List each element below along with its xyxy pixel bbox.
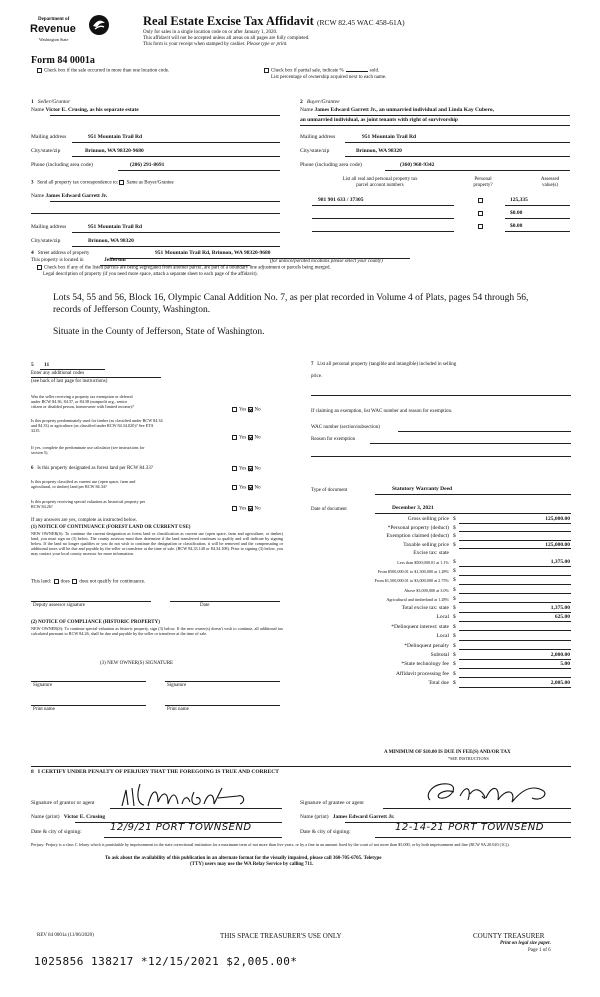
segregation-label: Check box if any of the listed parcels are being segregated from another parcel, are part of a boundary line adjustment or parcels being merged. (44, 265, 331, 271)
notice1-body: NEW OWNER(S): To continue the current designation as forest land or classification as current use (open space, farm and agriculture, or timber) land, you must sign on (3) below. The county assessor must then determine if the land transferred continues to qualify and will indicate by signing below. If the land no longer qualifies or you do not wish to continue the designation or classification, it will be removed and the compensating or additional taxes will be due and payable by the seller or transferor at the time of sale. (RCW 84.33.140 or 84.34.108). Prior to signing (3) below, you may contact your local county assessor for more information. (31, 531, 283, 556)
no-checkbox-checked[interactable] (248, 506, 253, 511)
tax-tier-value[interactable]: 1,375.00 (550, 559, 570, 565)
notice2-title: (2) NOTICE OF COMPLIANCE (HISTORIC PROPERTY) (31, 620, 160, 625)
dollar-sign: $ (453, 595, 456, 602)
tax-total-label: Local (436, 633, 449, 640)
dollar-sign: $ (453, 661, 456, 668)
street-row (31, 250, 89, 257)
predominate-note (31, 445, 145, 455)
tax-row-label: Taxable selling price (403, 541, 449, 548)
q-current-use-answer[interactable] (232, 485, 261, 492)
does-label: does (60, 579, 70, 585)
section3-label: Send all property tax correspondence to: (37, 180, 119, 186)
rev-number: REV 84 0001a (11/06/2020) (37, 933, 94, 938)
form-number: Form 84 0001a (31, 55, 95, 66)
yes-checkbox[interactable] (232, 407, 237, 412)
legal-paper-note: Print on legal size paper. (500, 941, 551, 946)
dollar-sign: $ (453, 633, 456, 640)
tax-row-value[interactable]: 125,000.00 (545, 541, 570, 548)
instruction-line-3b: Please type or print. (246, 42, 288, 47)
q-exemption-c: citizen or disabled person, homeowner with limited income)? (31, 404, 134, 409)
buyer-heading-text: Buyer/Grantee (306, 99, 340, 105)
q-exemption-answer[interactable] (232, 407, 261, 414)
section7-label: List all personal property (tangible and intangible) included in selling (317, 362, 457, 367)
instruction-line-1: Only for sales in a single location code on or after January 1, 2020. (143, 30, 278, 35)
same-as-buyer-label: Same as Buyer/Grantee (126, 180, 174, 186)
seller-city[interactable]: Brinnon, WA 98320-9680 (85, 148, 144, 154)
buyer-name-1[interactable]: James Edward Garrett Jr., an unmarried individual and Linda Kay Cubero, (314, 107, 494, 113)
same-as-buyer-checkbox[interactable] (119, 180, 124, 185)
does-not-checkbox[interactable] (72, 579, 77, 584)
parcel-number[interactable]: 981 901 633 / 37305 (318, 197, 364, 203)
tax-total-label: Total due (428, 680, 449, 687)
seller-phone-label: Phone (including area code) (31, 162, 93, 168)
cashier-stamp: 1025856 138217 *12/15/2021 $2,005.00* (34, 955, 298, 968)
accessibility-note-2: (TTY) users may use the WA Relay Service by calling 711. (190, 862, 314, 867)
street-label: Street address of property (37, 251, 90, 256)
tax-total-label: *State technology fee (401, 661, 449, 668)
grantor-signature-icon (118, 778, 258, 810)
located-county[interactable]: Jefferson (104, 257, 126, 263)
dollar-sign: $ (453, 642, 456, 649)
logo-dept: Department of (38, 17, 70, 22)
section4-num: 4 (31, 250, 34, 256)
q-exemption-b: under RCW 84.36, 84.37, or 84.38 (nonprofit org., senior (31, 399, 128, 404)
dollar-sign: $ (453, 670, 456, 677)
seller-phone[interactable]: (206) 291-8691 (130, 162, 165, 168)
no-label: No (254, 466, 261, 472)
tax-row-label: Exemption claimed (deduct) (386, 533, 449, 540)
county-treasurer: COUNTY TREASURER (473, 932, 545, 940)
notice1-title: (1) NOTICE OF CONTINUANCE (FOREST LAND OR CURRENT USE) (31, 525, 191, 530)
buyer-mail-label: Mailing address (300, 134, 336, 140)
certify-row (31, 769, 279, 776)
q-timber-a: Is this property predominately used for timber (as classified under RCW 84.34 (31, 418, 163, 423)
buyer-phone-label: Phone (including area code) (300, 162, 362, 168)
personal-property-checkbox[interactable] (478, 224, 483, 229)
legal-desc-1: Lots 54, 55 and 56, Block 16, Olympic Canal Addition No. 7, as per plat recorded in Volume 4 of Plats, pages 54 through 56, (53, 293, 529, 303)
tax-row-label: Gross selling price (407, 516, 449, 522)
owner-print-name-label: Print name (33, 707, 55, 712)
segregation-check[interactable] (37, 265, 331, 272)
tax-total-value[interactable]: 2,000.00 (550, 652, 570, 658)
situate-line: Situate in the County of Jefferson, State of Washington. (53, 327, 265, 337)
dollar-sign: $ (453, 524, 456, 531)
no-label: No (254, 485, 261, 491)
dollar-sign: $ (453, 533, 456, 540)
seller-num: 1 (31, 99, 34, 105)
see-back-label: (see back of last page for instructions) (31, 379, 108, 384)
no-checkbox-checked[interactable] (248, 407, 253, 412)
seller-city-label: City/state/zip (31, 148, 61, 154)
q-historic-b: RCW 84.26? (31, 504, 53, 509)
no-checkbox-checked[interactable] (248, 435, 253, 440)
yes-label: Yes (239, 466, 247, 472)
parcel-col-2 (468, 177, 498, 189)
parcel-col-2a: Personal (474, 177, 492, 182)
located-note: (for unincorporated locations please select your county) (270, 259, 383, 264)
tax-row-value[interactable]: 125,000.00 (545, 516, 570, 522)
section3-mail-label: Mailing address (31, 224, 67, 230)
tax-tier-label: Less than $500,000.01 at 1.1% (397, 560, 449, 565)
treasurer-use-only: THIS SPACE TREASURER'S USE ONLY (220, 932, 342, 940)
parcel-col-3b: value(s) (541, 183, 559, 188)
predominate-note-a: If yes, complete the predominate use calculator (see instructions for (31, 445, 145, 450)
tax-total-value[interactable]: 5.00 (560, 661, 570, 668)
yes-checkbox[interactable] (232, 435, 237, 440)
buyer-heading (300, 99, 340, 106)
dollar-sign: $ (453, 623, 456, 630)
personal-property-label-2: price. (311, 374, 323, 379)
q-forest-text: Is this property designated as forest land per RCW 84.33? (37, 466, 153, 471)
yes-checkbox[interactable] (232, 466, 237, 471)
page-number: Page 1 of 6 (528, 948, 551, 953)
personal-property-checkbox[interactable] (478, 211, 483, 216)
no-label: No (254, 506, 261, 512)
section7-num: 7 (311, 362, 314, 367)
dollar-sign: $ (453, 577, 456, 584)
instruction-line-3 (143, 42, 287, 48)
multi-location-label: Check box if the sale occurred in more than one location code. (44, 68, 170, 74)
q-timber-answer[interactable] (232, 435, 261, 442)
certify-text: I CERTIFY UNDER PENALTY OF PERJURY THAT THE FOREGOING IS TRUE AND CORRECT (37, 769, 279, 775)
parcel-col-2b: property? (473, 183, 493, 188)
buyer-city[interactable]: Brinnon, WA 98320 (356, 148, 402, 154)
section5-num: 5 (31, 362, 34, 368)
minimum-note: A MINIMUM OF $10.00 IS DUE IN FEE(S) AND/OR TAX (384, 750, 511, 755)
new-owner-sig-heading: (3) NEW OWNER(S) SIGNATURE (100, 661, 174, 666)
tax-row-label: *Personal property (deduct) (387, 524, 449, 531)
section3-city-label: City/state/zip (31, 238, 61, 244)
additional-codes-label: Enter any additional codes (31, 371, 85, 376)
assessed-value[interactable]: $0.00 (510, 223, 523, 229)
assessed-value[interactable]: $0.00 (510, 210, 523, 216)
logo-revenue: Revenue (30, 23, 76, 35)
seller-name[interactable]: Victor E. Crusing, as his separate estate (45, 107, 139, 113)
q-exemption (31, 394, 134, 409)
partial-sale-check[interactable] (264, 68, 379, 75)
seller-name-label: Name (31, 107, 45, 113)
owner-signature-label: Signature (33, 683, 53, 688)
grantee-name-label: Name (print) (300, 814, 329, 820)
grantee-signature-icon (420, 776, 560, 810)
tax-total-label: Affidavit processing fee (395, 670, 449, 677)
q-historic-answer[interactable] (232, 506, 261, 513)
section3-label-row (31, 180, 174, 187)
dor-seal-icon (88, 14, 110, 36)
grantor-name-row (31, 814, 105, 821)
grantor-date-label: Date & city of signing: (31, 829, 82, 835)
dollar-sign: $ (453, 568, 456, 575)
buyer-phone[interactable]: (360) 968-9342 (400, 162, 435, 168)
q-timber (31, 418, 163, 433)
personal-property-label (311, 362, 456, 368)
deputy-sig-label: Deputy assessor signature (33, 603, 85, 608)
parcel-col-1 (315, 177, 445, 189)
q-timber-b: and 84.33) or agriculture (as classified under RCW 84.34.020)? See ETA (31, 423, 154, 428)
instruction-line-2: This affidavit will not be accepted unless all areas on all pages are fully completed. (143, 36, 310, 41)
q-historic-a: Is this property receiving special valuation as historical property per (31, 499, 146, 504)
segregation-checkbox[interactable] (37, 265, 42, 270)
does-checkbox[interactable] (54, 579, 59, 584)
grantee-name-row (300, 814, 394, 821)
parcel-col-3 (530, 177, 570, 189)
section8-num: 8 (31, 769, 34, 775)
dollar-sign: $ (453, 559, 456, 565)
dollar-sign: $ (453, 614, 456, 621)
grantee-name[interactable]: James Edward Garrett Jr. (332, 814, 395, 820)
located-label: This property is located in (31, 258, 84, 263)
section3-mail[interactable]: 951 Mountain Trail Rd (88, 224, 143, 230)
tax-total-value[interactable]: 2,005.00 (550, 680, 570, 687)
seller-name-row (31, 107, 139, 114)
yes-label: Yes (239, 435, 247, 441)
buyer-name-label: Name (300, 107, 314, 113)
seller-heading-text: Seller/Grantor (37, 99, 71, 105)
q-forest-answer[interactable] (232, 466, 261, 473)
tax-total-label: Total excise tax: state (401, 605, 449, 611)
perjury-note: Perjury: Perjury is a class C felony which is punishable by imprisonment in the state correctional institution for a maximum term of not more than five years, or by a fine in an amount fixed by the court of not more than $5,000, or by both imprisonment and fine (RCW 9A.20.020 (1C)). (31, 842, 510, 847)
buyer-mail[interactable]: 951 Mountain Trail Rd (362, 134, 417, 140)
dollar-sign: $ (453, 541, 456, 548)
tax-tier-label: From $500,000.01 to $1,500,000 at 1.28% (377, 569, 449, 575)
this-land-row (31, 579, 145, 586)
no-label: No (254, 435, 261, 441)
form-title (143, 14, 405, 30)
grantee-date-label: Date & city of signing: (300, 829, 351, 835)
form-rcw: (RCW 82.45 WAC 458-61A) (316, 18, 405, 27)
no-label: No (254, 407, 261, 413)
tax-total-label: *Delinquent penalty (404, 642, 449, 649)
no-checkbox-checked[interactable] (248, 485, 253, 490)
buyer-name-2[interactable]: an unmarried individual, as joint tenants with right of survivorship (300, 117, 458, 123)
if-yes-note: If any answers are yes, complete as instructed below. (31, 518, 138, 523)
q-forest (31, 466, 153, 472)
partial-sold-label: sold. (369, 68, 380, 74)
predominate-note-b: section 5). (31, 450, 49, 455)
buyer-city-label: City/state/zip (300, 148, 330, 154)
q-timber-c: 3215. (31, 428, 41, 433)
grantor-sig-label: Signature of grantor or agent (31, 800, 95, 806)
yes-checkbox[interactable] (232, 506, 237, 511)
exemption-label: If claiming an exemption, list WAC number and reason for exemption. (311, 409, 453, 414)
reason-label: Reason for exemption (311, 437, 356, 442)
yes-label: Yes (239, 407, 247, 413)
dollar-sign: $ (453, 605, 456, 611)
doc-type[interactable]: Statutory Warranty Deed (392, 486, 453, 492)
section3-city[interactable]: Brinnon, WA 98320 (88, 238, 134, 244)
yes-checkbox[interactable] (232, 485, 237, 490)
tax-tier-label: Agricultural and timberland at 1.28% (386, 596, 449, 602)
grantee-date-city[interactable]: 12-14-21 PORT TOWNSEND (395, 822, 544, 833)
yes-label: Yes (239, 506, 247, 512)
seller-mail-label: Mailing address (31, 134, 67, 140)
personal-property-checkbox[interactable] (478, 198, 483, 203)
logo-state: Washington State (39, 37, 69, 42)
partial-sale-label: Check box if partial sale, indicate % (271, 68, 344, 74)
parcel-col-1b: parcel account numbers (356, 183, 404, 188)
this-land-label: This land: (31, 579, 52, 585)
yes-label: Yes (239, 485, 247, 491)
multi-location-check[interactable] (37, 68, 169, 75)
q-exemption-a: Was the seller receiving a property tax exemption or deferral (31, 394, 133, 399)
grantee-sig-label: Signature of grantee or agent (300, 800, 364, 806)
section5-code[interactable]: 11 (44, 362, 50, 368)
multi-location-checkbox[interactable] (37, 68, 42, 73)
q-current-use (31, 479, 135, 489)
see-instructions: *SEE INSTRUCTIONS (448, 756, 489, 761)
wac-label: WAC number (section/subsection) (311, 425, 380, 430)
legal-desc-2: records of Jefferson County, Washington. (53, 305, 211, 315)
buyer-name-row (300, 107, 494, 114)
form-title-text: Real Estate Excise Tax Affidavit (143, 14, 314, 28)
parcel-col-1a: List all real and personal property tax (342, 177, 418, 182)
tax-total-label: *Delinquent interest: state (391, 623, 449, 630)
excise-state-label: Excise tax: state (413, 550, 449, 557)
buyer-num: 2 (300, 99, 303, 105)
doc-type-label: Type of document (311, 488, 348, 493)
tax-tier-label: Above $3,000,000 at 3.0% (404, 587, 449, 593)
assessed-value[interactable]: 125,335 (510, 197, 528, 203)
section6-num: 6 (31, 466, 34, 471)
notice2-body: NEW OWNER(S): To continue special valuation as historic property, sign (3) below. If the new owner(s) doesn't wish to continue, all additional tax calculated pursuant to RCW 84.26, shall be due and payable by the seller or transferor at the time of sale. (31, 626, 283, 636)
section3-num: 3 (31, 180, 34, 186)
parcel-col-3a: Assessed (540, 177, 560, 182)
legal-desc-label: Legal description of property (if you need more space, attach a separate sheet to each page of the affidavit). (43, 272, 258, 277)
tax-total-value[interactable]: 1,375.00 (550, 605, 570, 611)
accessibility-note-1: To ask about the availability of this publication in an alternate format for the visually impaired, please call 360-705-6705. Teletype (105, 856, 382, 861)
partial-sale-checkbox[interactable] (264, 68, 269, 73)
grantor-name-label: Name (print) (31, 814, 60, 820)
section3-name-row (31, 193, 107, 200)
q-current-use-b: agricultural, or timber) land per RCW 84.34? (31, 484, 107, 489)
grantor-date-city[interactable]: 12/9/21 PORT TOWNSEND (110, 822, 252, 833)
tax-tier-label: From $1,500,000.01 to $3,000,000 at 2.75% (374, 578, 449, 584)
dollar-sign: $ (453, 680, 456, 687)
deputy-date-label: Date (200, 603, 210, 608)
owner-print-name-label-2: Print name (167, 707, 189, 712)
tax-total-label: Subtotal (430, 652, 449, 658)
grantor-name[interactable]: Victor E. Crusing (63, 814, 106, 820)
dollar-sign: $ (453, 516, 456, 522)
doc-date[interactable]: December 3, 2021 (392, 505, 434, 511)
dollar-sign: $ (453, 586, 456, 593)
street-address[interactable]: 951 Mountain Trail Rd, Brinnon, WA 98320-9680 (155, 250, 271, 256)
dollar-sign: $ (453, 652, 456, 658)
q-historic (31, 499, 145, 509)
seller-mail[interactable]: 951 Mountain Trail Rd (88, 134, 143, 140)
section3-name-label: Name (31, 193, 45, 199)
tax-total-label: Local (436, 614, 449, 621)
seller-heading (31, 99, 70, 106)
ownership-note: List percentage of ownership acquired next to each name. (271, 75, 387, 80)
tax-total-value[interactable]: 625.00 (554, 614, 570, 621)
owner-signature-label-2: Signature (167, 683, 187, 688)
doc-date-label: Date of document (311, 507, 347, 512)
no-checkbox-checked[interactable] (248, 466, 253, 471)
section3-name[interactable]: James Edward Garrett Jr. (45, 193, 108, 199)
instruction-line-3-text: This form is your receipt when stamped by cashier. (143, 42, 246, 47)
does-not-label: does not qualify for continuance. (79, 579, 146, 585)
q-current-use-a: Is this property classified as current use (open space, farm and (31, 479, 136, 484)
